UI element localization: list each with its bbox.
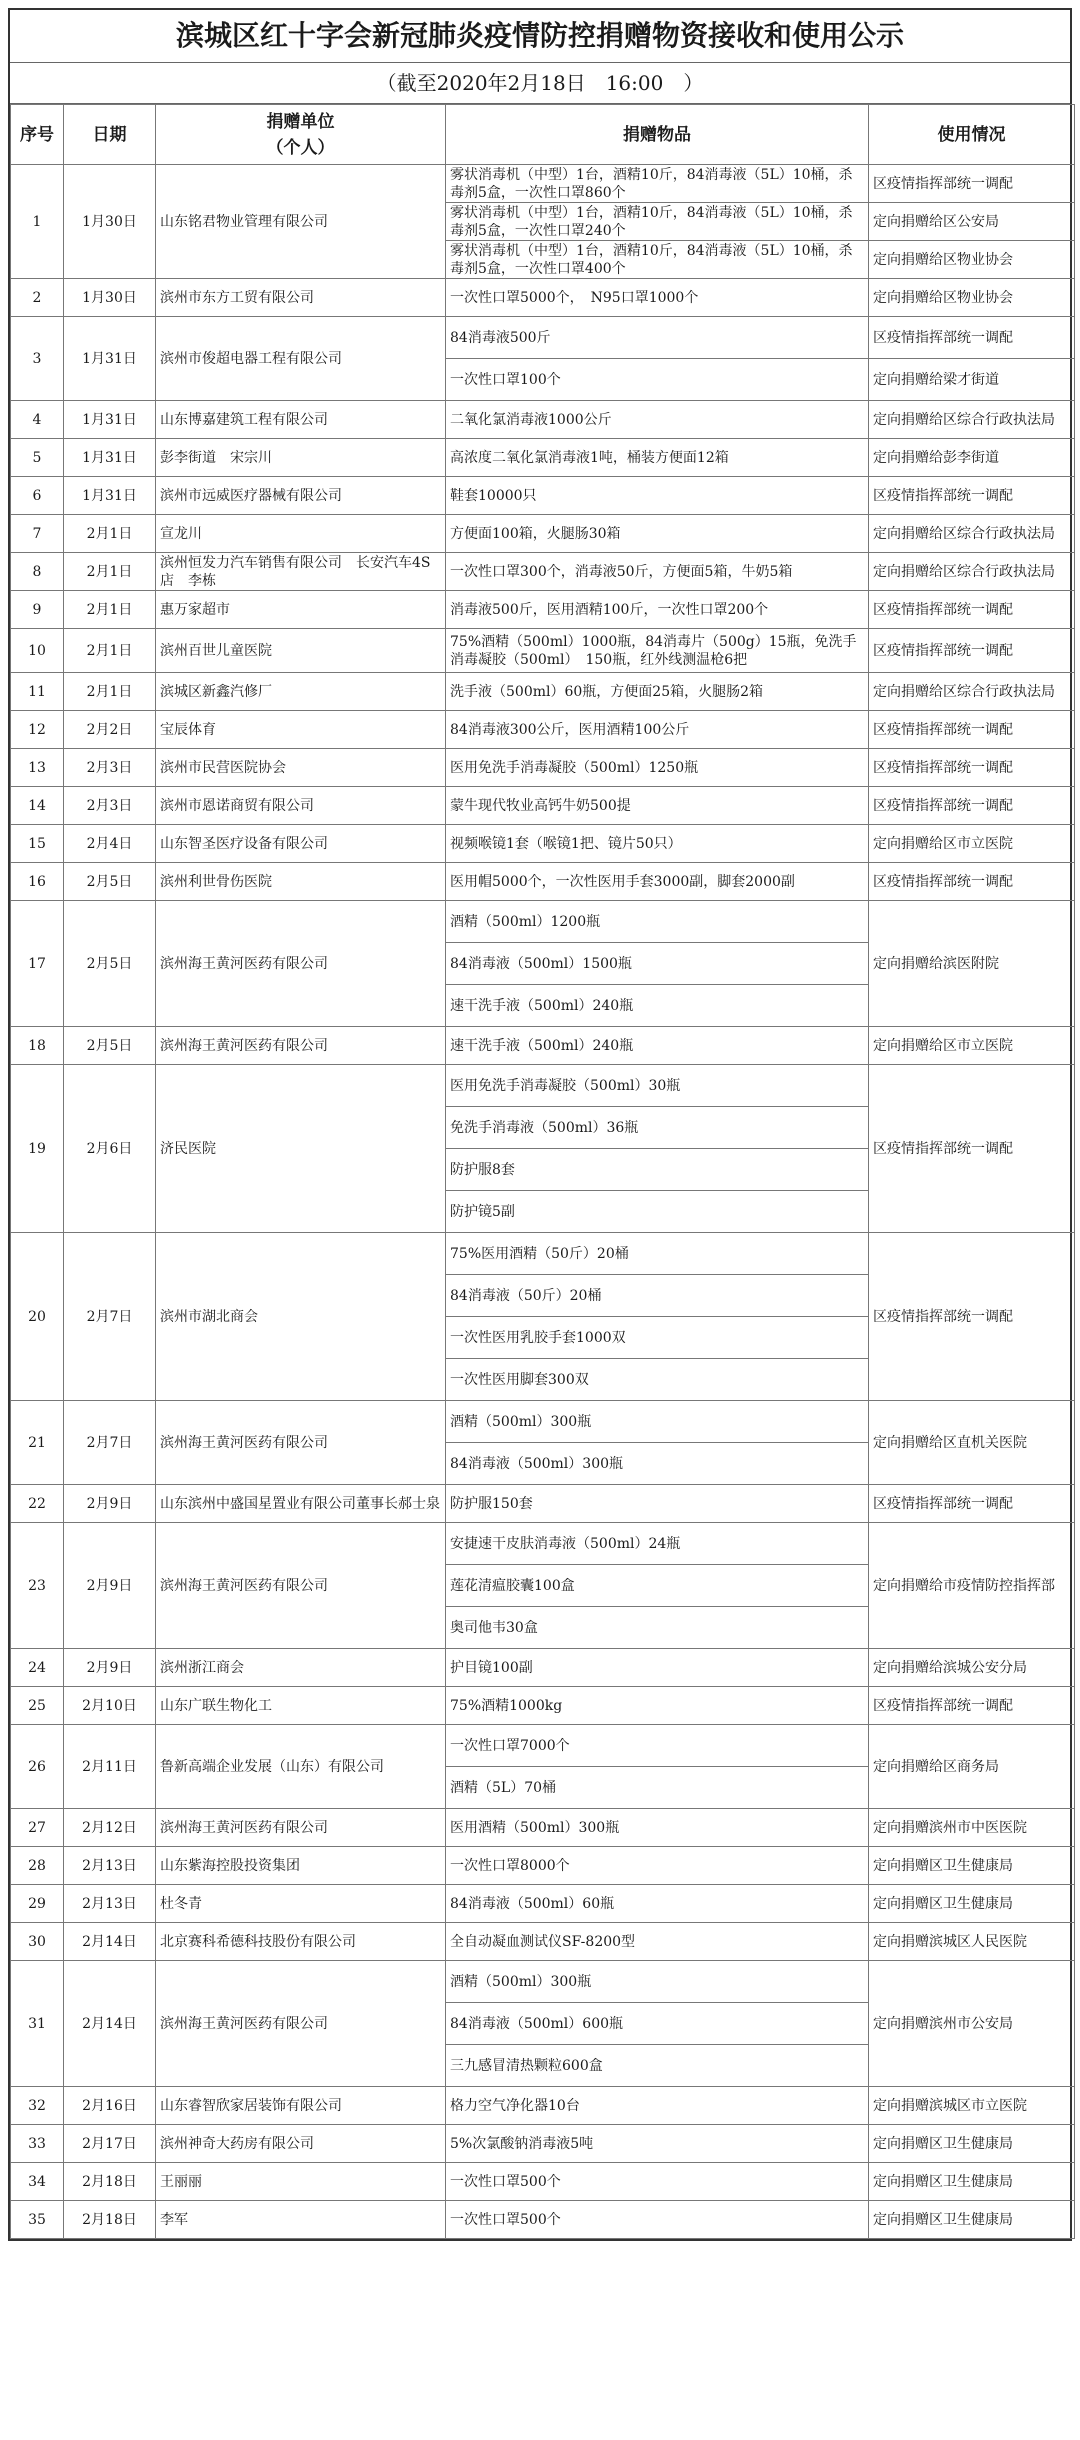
cell-usage: 区疫情指挥部统一调配 (869, 863, 1075, 901)
cell-donor: 滨州市俊超电器工程有限公司 (156, 317, 446, 401)
cell-items: 安捷速干皮肤消毒液（500ml）24瓶 (446, 1523, 869, 1565)
cell-items: 防护服8套 (446, 1149, 869, 1191)
cell-no: 23 (11, 1523, 64, 1649)
cell-usage: 定向捐赠给区直机关医院 (869, 1401, 1075, 1485)
cell-items: 免洗手消毒液（500ml）36瓶 (446, 1107, 869, 1149)
cell-usage: 定向捐赠给区综合行政执法局 (869, 673, 1075, 711)
cell-usage: 区疫情指挥部统一调配 (869, 477, 1075, 515)
cell-date: 2月3日 (64, 749, 156, 787)
cell-items: 一次性口罩300个，消毒液50斤，方便面5箱，牛奶5箱 (446, 553, 869, 591)
cell-date: 2月13日 (64, 1847, 156, 1885)
cell-items: 酒精（500ml）300瓶 (446, 1401, 869, 1443)
cell-date: 2月12日 (64, 1809, 156, 1847)
table-row (11, 1725, 1075, 1767)
cell-no: 3 (11, 317, 64, 401)
cell-donor: 宝辰体育 (156, 711, 446, 749)
table-row (11, 825, 1075, 863)
cell-usage: 区疫情指挥部统一调配 (869, 787, 1075, 825)
cell-no: 9 (11, 591, 64, 629)
cell-date: 2月18日 (64, 2163, 156, 2201)
cell-items: 医用帽5000个，一次性医用手套3000副，脚套2000副 (446, 863, 869, 901)
table-row (11, 1065, 1075, 1107)
cell-items: 医用免洗手消毒凝胶（500ml）30瓶 (446, 1065, 869, 1107)
cell-date: 2月1日 (64, 629, 156, 673)
cell-items: 雾状消毒机（中型）1台，酒精10斤，84消毒液（5L）10桶，杀毒剂5盒，一次性口罩240个 (446, 203, 869, 241)
cell-usage: 区疫情指挥部统一调配 (869, 1233, 1075, 1401)
cell-date: 2月2日 (64, 711, 156, 749)
cell-usage: 定向捐赠滨城区市立医院 (869, 2087, 1075, 2125)
cell-usage: 定向捐赠给区综合行政执法局 (869, 515, 1075, 553)
cell-items: 75%酒精（500ml）1000瓶，84消毒片（500g）15瓶，免洗手消毒凝胶（500ml） 150瓶，红外线测温枪6把 (446, 629, 869, 673)
cell-no: 34 (11, 2163, 64, 2201)
cell-items: 蒙牛现代牧业高钙牛奶500提 (446, 787, 869, 825)
cell-no: 8 (11, 553, 64, 591)
cell-no: 17 (11, 901, 64, 1027)
cell-items: 方便面100箱，火腿肠30箱 (446, 515, 869, 553)
table-row (11, 629, 1075, 673)
cell-items: 医用酒精（500ml）300瓶 (446, 1809, 869, 1847)
cell-no: 29 (11, 1885, 64, 1923)
cell-date: 2月5日 (64, 863, 156, 901)
cell-donor: 李军 (156, 2201, 446, 2239)
header-donor-line2: （个人） (266, 137, 335, 158)
table-row (11, 1687, 1075, 1725)
cell-items: 莲花清瘟胶囊100盒 (446, 1565, 869, 1607)
cell-no: 11 (11, 673, 64, 711)
cell-items: 消毒液500斤，医用酒精100斤，一次性口罩200个 (446, 591, 869, 629)
cell-items: 84消毒液（500ml）1500瓶 (446, 943, 869, 985)
cell-items: 二氧化氯消毒液1000公斤 (446, 401, 869, 439)
cell-date: 2月5日 (64, 901, 156, 1027)
cell-date: 2月6日 (64, 1065, 156, 1233)
cell-items: 鞋套10000只 (446, 477, 869, 515)
cell-no: 35 (11, 2201, 64, 2239)
cell-no: 18 (11, 1027, 64, 1065)
cell-date: 1月31日 (64, 317, 156, 401)
table-body (11, 165, 1075, 2239)
cell-usage: 区疫情指挥部统一调配 (869, 629, 1075, 673)
cell-donor: 济民医院 (156, 1065, 446, 1233)
cell-usage: 定向捐赠区卫生健康局 (869, 2163, 1075, 2201)
table-row (11, 2163, 1075, 2201)
cell-usage: 定向捐赠给区物业协会 (869, 241, 1075, 279)
cell-donor: 滨州浙江商会 (156, 1649, 446, 1687)
cell-items: 一次性口罩8000个 (446, 1847, 869, 1885)
cell-items: 一次性口罩5000个， N95口罩1000个 (446, 279, 869, 317)
cell-date: 2月17日 (64, 2125, 156, 2163)
cell-items: 一次性口罩500个 (446, 2201, 869, 2239)
cell-donor: 滨州神奇大药房有限公司 (156, 2125, 446, 2163)
cell-items: 高浓度二氧化氯消毒液1吨，桶装方便面12箱 (446, 439, 869, 477)
cell-date: 2月5日 (64, 1027, 156, 1065)
table-row (11, 2087, 1075, 2125)
cell-usage: 区疫情指挥部统一调配 (869, 1687, 1075, 1725)
cell-donor: 彭李街道 宋宗川 (156, 439, 446, 477)
cell-date: 2月13日 (64, 1885, 156, 1923)
cell-usage: 定向捐赠给区物业协会 (869, 279, 1075, 317)
cell-donor: 惠万家超市 (156, 591, 446, 629)
cell-donor: 山东智圣医疗设备有限公司 (156, 825, 446, 863)
table-row (11, 863, 1075, 901)
cell-items: 84消毒液（500ml）60瓶 (446, 1885, 869, 1923)
cell-no: 28 (11, 1847, 64, 1885)
cell-usage: 定向捐赠给彭李街道 (869, 439, 1075, 477)
cell-no: 16 (11, 863, 64, 901)
cell-usage: 定向捐赠滨州市公安局 (869, 1961, 1075, 2087)
cell-no: 13 (11, 749, 64, 787)
table-row (11, 1961, 1075, 2003)
cell-items: 防护服150套 (446, 1485, 869, 1523)
header-no: 序号 (11, 105, 64, 165)
cell-usage: 定向捐赠给区公安局 (869, 203, 1075, 241)
cell-items: 酒精（500ml）300瓶 (446, 1961, 869, 2003)
cell-items: 酒精（5L）70桶 (446, 1767, 869, 1809)
cell-donor: 滨州海王黄河医药有限公司 (156, 1961, 446, 2087)
cell-date: 1月31日 (64, 439, 156, 477)
cell-donor: 滨州海王黄河医药有限公司 (156, 1027, 446, 1065)
cell-items: 防护镜5副 (446, 1191, 869, 1233)
cell-usage: 定向捐赠滨城区人民医院 (869, 1923, 1075, 1961)
table-row (11, 901, 1075, 943)
cell-date: 2月14日 (64, 1923, 156, 1961)
cell-items: 奥司他韦30盒 (446, 1607, 869, 1649)
cell-usage: 区疫情指挥部统一调配 (869, 1485, 1075, 1523)
cell-items: 75%酒精1000kg (446, 1687, 869, 1725)
cell-no: 10 (11, 629, 64, 673)
cell-items: 一次性医用乳胶手套1000双 (446, 1317, 869, 1359)
cell-date: 2月3日 (64, 787, 156, 825)
table-row (11, 401, 1075, 439)
cell-items: 5%次氯酸钠消毒液5吨 (446, 2125, 869, 2163)
cell-date: 2月1日 (64, 591, 156, 629)
cell-no: 19 (11, 1065, 64, 1233)
cell-donor: 滨州恒发力汽车销售有限公司 长安汽车4S店 李栋 (156, 553, 446, 591)
cell-date: 2月11日 (64, 1725, 156, 1809)
cell-usage: 定向捐赠给区市立医院 (869, 825, 1075, 863)
page-title: 滨城区红十字会新冠肺炎疫情防控捐赠物资接收和使用公示 (10, 10, 1070, 63)
cell-date: 2月9日 (64, 1485, 156, 1523)
table-row (11, 2125, 1075, 2163)
table-row (11, 279, 1075, 317)
cell-items: 84消毒液500斤 (446, 317, 869, 359)
cell-donor: 滨州利世骨伤医院 (156, 863, 446, 901)
cell-usage: 区疫情指挥部统一调配 (869, 317, 1075, 359)
cell-usage: 定向捐赠给区商务局 (869, 1725, 1075, 1809)
cell-usage: 区疫情指挥部统一调配 (869, 591, 1075, 629)
table-row (11, 1809, 1075, 1847)
cell-items: 三九感冒清热颗粒600盒 (446, 2045, 869, 2087)
cell-date: 1月31日 (64, 401, 156, 439)
cell-items: 格力空气净化器10台 (446, 2087, 869, 2125)
cell-donor: 滨州百世儿童医院 (156, 629, 446, 673)
cell-items: 一次性口罩100个 (446, 359, 869, 401)
cell-no: 2 (11, 279, 64, 317)
cell-date: 2月1日 (64, 553, 156, 591)
cell-no: 15 (11, 825, 64, 863)
cell-donor: 滨州市湖北商会 (156, 1233, 446, 1401)
cell-donor: 滨州海王黄河医药有限公司 (156, 1523, 446, 1649)
table-row (11, 1923, 1075, 1961)
cell-items: 84消毒液（500ml）300瓶 (446, 1443, 869, 1485)
cell-donor: 北京赛科希德科技股份有限公司 (156, 1923, 446, 1961)
cell-usage: 定向捐赠给梁才街道 (869, 359, 1075, 401)
page-subtitle: （截至2020年2月18日 16:00 ） (10, 63, 1070, 104)
table-row (11, 553, 1075, 591)
cell-date: 2月9日 (64, 1523, 156, 1649)
cell-items: 速干洗手液（500ml）240瓶 (446, 1027, 869, 1065)
cell-date: 2月18日 (64, 2201, 156, 2239)
cell-items: 全自动凝血测试仪SF-8200型 (446, 1923, 869, 1961)
cell-items: 雾状消毒机（中型）1台，酒精10斤，84消毒液（5L）10桶，杀毒剂5盒，一次性口罩400个 (446, 241, 869, 279)
cell-no: 33 (11, 2125, 64, 2163)
cell-usage: 定向捐赠滨州市中医医院 (869, 1809, 1075, 1847)
cell-no: 24 (11, 1649, 64, 1687)
cell-date: 2月16日 (64, 2087, 156, 2125)
cell-usage: 区疫情指挥部统一调配 (869, 1065, 1075, 1233)
cell-items: 酒精（500ml）1200瓶 (446, 901, 869, 943)
cell-no: 6 (11, 477, 64, 515)
cell-donor: 山东滨州中盛国星置业有限公司董事长郝士泉 (156, 1485, 446, 1523)
table-row (11, 673, 1075, 711)
cell-no: 20 (11, 1233, 64, 1401)
table-row (11, 1233, 1075, 1275)
cell-items: 84消毒液（50斤）20桶 (446, 1275, 869, 1317)
table-row (11, 2201, 1075, 2239)
cell-donor: 滨州海王黄河医药有限公司 (156, 1401, 446, 1485)
cell-items: 雾状消毒机（中型）1台，酒精10斤，84消毒液（5L）10桶，杀毒剂5盒，一次性口罩860个 (446, 165, 869, 203)
table-row (11, 1649, 1075, 1687)
cell-donor: 山东广联生物化工 (156, 1687, 446, 1725)
cell-items: 84消毒液（500ml）600瓶 (446, 2003, 869, 2045)
cell-no: 31 (11, 1961, 64, 2087)
cell-no: 30 (11, 1923, 64, 1961)
cell-no: 25 (11, 1687, 64, 1725)
cell-usage: 区疫情指挥部统一调配 (869, 711, 1075, 749)
header-date: 日期 (64, 105, 156, 165)
cell-no: 14 (11, 787, 64, 825)
cell-no: 1 (11, 165, 64, 279)
cell-donor: 滨州市恩诺商贸有限公司 (156, 787, 446, 825)
cell-usage: 定向捐赠给市疫情防控指挥部 (869, 1523, 1075, 1649)
cell-items: 医用免洗手消毒凝胶（500ml）1250瓶 (446, 749, 869, 787)
header-usage: 使用情况 (869, 105, 1075, 165)
cell-no: 26 (11, 1725, 64, 1809)
cell-donor: 杜冬青 (156, 1885, 446, 1923)
cell-usage: 定向捐赠区卫生健康局 (869, 1885, 1075, 1923)
cell-donor: 滨州市民营医院协会 (156, 749, 446, 787)
cell-donor: 滨城区新鑫汽修厂 (156, 673, 446, 711)
cell-donor: 山东紫海控股投资集团 (156, 1847, 446, 1885)
table-row (11, 1401, 1075, 1443)
cell-items: 洗手液（500ml）60瓶，方便面25箱，火腿肠2箱 (446, 673, 869, 711)
cell-date: 1月30日 (64, 279, 156, 317)
cell-date: 1月30日 (64, 165, 156, 279)
cell-date: 2月4日 (64, 825, 156, 863)
cell-donor: 宣龙川 (156, 515, 446, 553)
cell-usage: 定向捐赠区卫生健康局 (869, 2201, 1075, 2239)
table-row (11, 1885, 1075, 1923)
cell-usage: 定向捐赠给区市立医院 (869, 1027, 1075, 1065)
cell-donor: 鲁新高端企业发展（山东）有限公司 (156, 1725, 446, 1809)
cell-usage: 定向捐赠给区综合行政执法局 (869, 553, 1075, 591)
table-row (11, 1847, 1075, 1885)
table-row (11, 477, 1075, 515)
cell-no: 4 (11, 401, 64, 439)
cell-items: 一次性医用脚套300双 (446, 1359, 869, 1401)
header-donor-line1: 捐赠单位 (266, 111, 335, 132)
cell-date: 2月7日 (64, 1401, 156, 1485)
cell-items: 护目镜100副 (446, 1649, 869, 1687)
cell-usage: 定向捐赠给滨城公安分局 (869, 1649, 1075, 1687)
cell-donor: 滨州海王黄河医药有限公司 (156, 901, 446, 1027)
table-row (11, 749, 1075, 787)
table-row (11, 439, 1075, 477)
cell-no: 32 (11, 2087, 64, 2125)
cell-donor: 滨州市东方工贸有限公司 (156, 279, 446, 317)
cell-date: 2月7日 (64, 1233, 156, 1401)
cell-date: 2月9日 (64, 1649, 156, 1687)
cell-donor: 滨州市远威医疗器械有限公司 (156, 477, 446, 515)
cell-donor: 王丽丽 (156, 2163, 446, 2201)
cell-donor: 山东博嘉建筑工程有限公司 (156, 401, 446, 439)
cell-donor: 山东铭君物业管理有限公司 (156, 165, 446, 279)
cell-donor: 山东睿智欣家居装饰有限公司 (156, 2087, 446, 2125)
cell-no: 7 (11, 515, 64, 553)
table-row (11, 515, 1075, 553)
cell-items: 视频喉镜1套（喉镜1把、镜片50只） (446, 825, 869, 863)
cell-usage: 定向捐赠区卫生健康局 (869, 1847, 1075, 1885)
cell-no: 22 (11, 1485, 64, 1523)
table-row (11, 1485, 1075, 1523)
cell-items: 一次性口罩500个 (446, 2163, 869, 2201)
cell-items: 84消毒液300公斤，医用酒精100公斤 (446, 711, 869, 749)
cell-date: 2月1日 (64, 515, 156, 553)
cell-donor: 滨州海王黄河医药有限公司 (156, 1809, 446, 1847)
table-row (11, 787, 1075, 825)
cell-no: 5 (11, 439, 64, 477)
table-row (11, 591, 1075, 629)
header-items: 捐赠物品 (446, 105, 869, 165)
cell-items: 一次性口罩7000个 (446, 1725, 869, 1767)
header-donor (156, 105, 446, 165)
table-row (11, 165, 1075, 203)
cell-items: 75%医用酒精（50斤）20桶 (446, 1233, 869, 1275)
cell-no: 21 (11, 1401, 64, 1485)
cell-date: 2月1日 (64, 673, 156, 711)
header-row (11, 105, 1075, 165)
cell-date: 2月10日 (64, 1687, 156, 1725)
table-row (11, 1027, 1075, 1065)
table-row (11, 711, 1075, 749)
cell-usage: 定向捐赠区卫生健康局 (869, 2125, 1075, 2163)
cell-usage: 定向捐赠给区综合行政执法局 (869, 401, 1075, 439)
donation-table (10, 104, 1075, 2239)
table-row (11, 317, 1075, 359)
cell-date: 1月31日 (64, 477, 156, 515)
cell-usage: 定向捐赠给滨医附院 (869, 901, 1075, 1027)
cell-usage: 区疫情指挥部统一调配 (869, 749, 1075, 787)
table-row (11, 1523, 1075, 1565)
cell-no: 27 (11, 1809, 64, 1847)
cell-date: 2月14日 (64, 1961, 156, 2087)
notice-sheet (8, 8, 1072, 2241)
cell-items: 速干洗手液（500ml）240瓶 (446, 985, 869, 1027)
cell-usage: 区疫情指挥部统一调配 (869, 165, 1075, 203)
cell-no: 12 (11, 711, 64, 749)
